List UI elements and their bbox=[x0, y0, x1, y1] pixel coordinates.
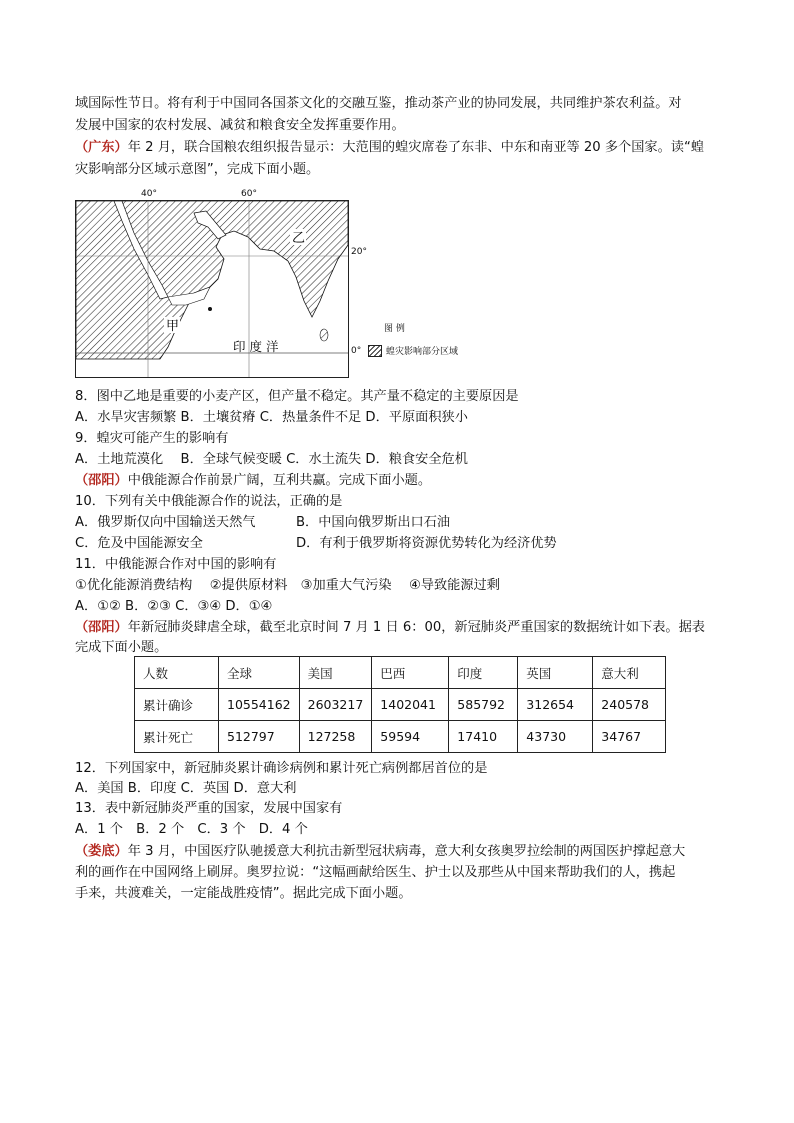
table-cell: 585792 bbox=[449, 689, 518, 721]
section-locust-line bbox=[75, 138, 704, 158]
legend-title: 图 例 bbox=[384, 324, 405, 334]
lon-label-60: 60° bbox=[241, 189, 257, 199]
lat-label-20: 20° bbox=[351, 247, 367, 257]
table-cell: 1402041 bbox=[372, 689, 449, 721]
table-cell: 240578 bbox=[593, 689, 666, 721]
question-12-stem: 12．下列国家中，新冠肺炎累计确诊病例和累计死亡病例都居首位的是 bbox=[75, 761, 488, 776]
table-row bbox=[135, 689, 666, 721]
label-yi: 乙 bbox=[292, 231, 306, 246]
section-text: 年 2 月，联合国粮农组织报告显示：大范围的蝗灾席卷了东非、中东和南亚等 20 多个国家。读“蝗 bbox=[127, 140, 705, 155]
question-9-options: A．土地荒漠化 B．全球气候变暖 C．水土流失 D．粮食安全危机 bbox=[75, 452, 468, 467]
question-13-stem: 13．表中新冠肺炎严重的国家，发展中国家有 bbox=[75, 801, 343, 816]
source-tag: （广东） bbox=[75, 140, 128, 155]
table-cell: 累计确诊 bbox=[135, 689, 219, 721]
source-tag: （邵阳） bbox=[75, 473, 128, 488]
question-8-stem: 8．图中乙地是重要的小麦产区，但产量不稳定。其产量不稳定的主要原因是 bbox=[75, 389, 519, 404]
question-11-stem: 11．中俄能源合作对中国的影响有 bbox=[75, 557, 277, 572]
table-row bbox=[135, 721, 666, 753]
question-10-option-b: B．中国向俄罗斯出口石油 bbox=[296, 515, 451, 530]
section-text: 中俄能源合作前景广阔，互利共赢。完成下面小题。 bbox=[127, 473, 432, 488]
source-tag: （邵阳） bbox=[75, 620, 128, 635]
question-10-option-a: A．俄罗斯仅向中国输送天然气 bbox=[75, 515, 256, 530]
lat-label-0: 0° bbox=[351, 346, 362, 356]
table-cell: 59594 bbox=[372, 721, 449, 753]
question-13-options: A．1 个 B．2 个 C．3 个 D．4 个 bbox=[75, 822, 308, 837]
table-header-cell: 美国 bbox=[299, 657, 372, 689]
covid-stats-table bbox=[134, 656, 666, 753]
section-covid-line bbox=[75, 618, 705, 638]
locust-map bbox=[75, 200, 349, 378]
section-energy-line bbox=[75, 471, 431, 491]
question-11-options: A．①② B．②③ C．③④ D．①④ bbox=[75, 599, 273, 614]
section-locust-line: 灾影响部分区域示意图”，完成下面小题。 bbox=[75, 162, 320, 177]
question-8-options: A．水旱灾害频繁 B．土壤贫瘠 C．热量条件不足 D．平原面积狭小 bbox=[75, 410, 468, 425]
section-italy-line: 利的画作在中国网络上刷屏。奥罗拉说：“这幅画献给医生、护士以及那些从中国来帮助我们的人，携起 bbox=[75, 865, 676, 880]
table-header-cell: 全球 bbox=[219, 657, 300, 689]
table-header-cell: 英国 bbox=[518, 657, 593, 689]
label-jia: 甲 bbox=[166, 319, 180, 334]
section-italy-line: 手来，共渡难关，一定能战胜疫情”。据此完成下面小题。 bbox=[75, 886, 412, 901]
table-cell: 34767 bbox=[593, 721, 666, 753]
table-header-row bbox=[135, 657, 666, 689]
hatch-swatch-icon bbox=[368, 345, 382, 357]
locust-region bbox=[76, 201, 348, 359]
table-cell: 10554162 bbox=[219, 689, 300, 721]
question-10-option-d: D．有利于俄罗斯将资源优势转化为经济优势 bbox=[296, 536, 557, 551]
label-ocean: 印 度 洋 bbox=[233, 339, 279, 354]
section-text: 年新冠肺炎肆虐全球，截至北京时间 7 月 1 日 6：00，新冠肺炎严重国家的数据统计如下表。据表 bbox=[127, 620, 705, 635]
intro-line: 发展中国家的农村发展、减贫和粮食安全发挥重要作用。 bbox=[75, 118, 405, 133]
question-12-options: A．美国 B．印度 C．英国 D．意大利 bbox=[75, 781, 297, 796]
intro-line: 域国际性节日。将有利于中国同各国茶文化的交融互鉴，推动茶产业的协同发展，共同维护茶农利益。对 bbox=[75, 96, 682, 111]
lon-label-40: 40° bbox=[141, 189, 157, 199]
question-10-option-c: C．危及中国能源安全 bbox=[75, 536, 203, 551]
question-9-stem: 9．蝗灾可能产生的影响有 bbox=[75, 431, 229, 446]
table-header-cell: 巴西 bbox=[372, 657, 449, 689]
source-tag: （娄底） bbox=[75, 844, 128, 859]
table-cell: 43730 bbox=[518, 721, 593, 753]
map-figure bbox=[76, 201, 348, 377]
table-cell: 17410 bbox=[449, 721, 518, 753]
table-cell: 312654 bbox=[518, 689, 593, 721]
table-cell: 累计死亡 bbox=[135, 721, 219, 753]
table-header-cell: 人数 bbox=[135, 657, 219, 689]
table-cell: 512797 bbox=[219, 721, 300, 753]
question-11-choices: ①优化能源消费结构 ②提供原材料 ③加重大气污染 ④导致能源过剩 bbox=[75, 578, 500, 593]
question-10-stem: 10．下列有关中俄能源合作的说法，正确的是 bbox=[75, 494, 343, 509]
section-covid-line: 完成下面小题。 bbox=[75, 640, 168, 655]
table-header-cell: 意大利 bbox=[593, 657, 666, 689]
table-cell: 2603217 bbox=[299, 689, 372, 721]
section-text: 年 3 月，中国医疗队驰援意大利抗击新型冠状病毒，意大利女孩奥罗拉绘制的两国医护撑起意大 bbox=[127, 844, 686, 859]
legend-item bbox=[368, 344, 458, 357]
section-italy-line bbox=[75, 842, 685, 862]
table-cell: 127258 bbox=[299, 721, 372, 753]
legend-label: 蝗灾影响部分区域 bbox=[386, 347, 459, 357]
table-header-cell: 印度 bbox=[449, 657, 518, 689]
